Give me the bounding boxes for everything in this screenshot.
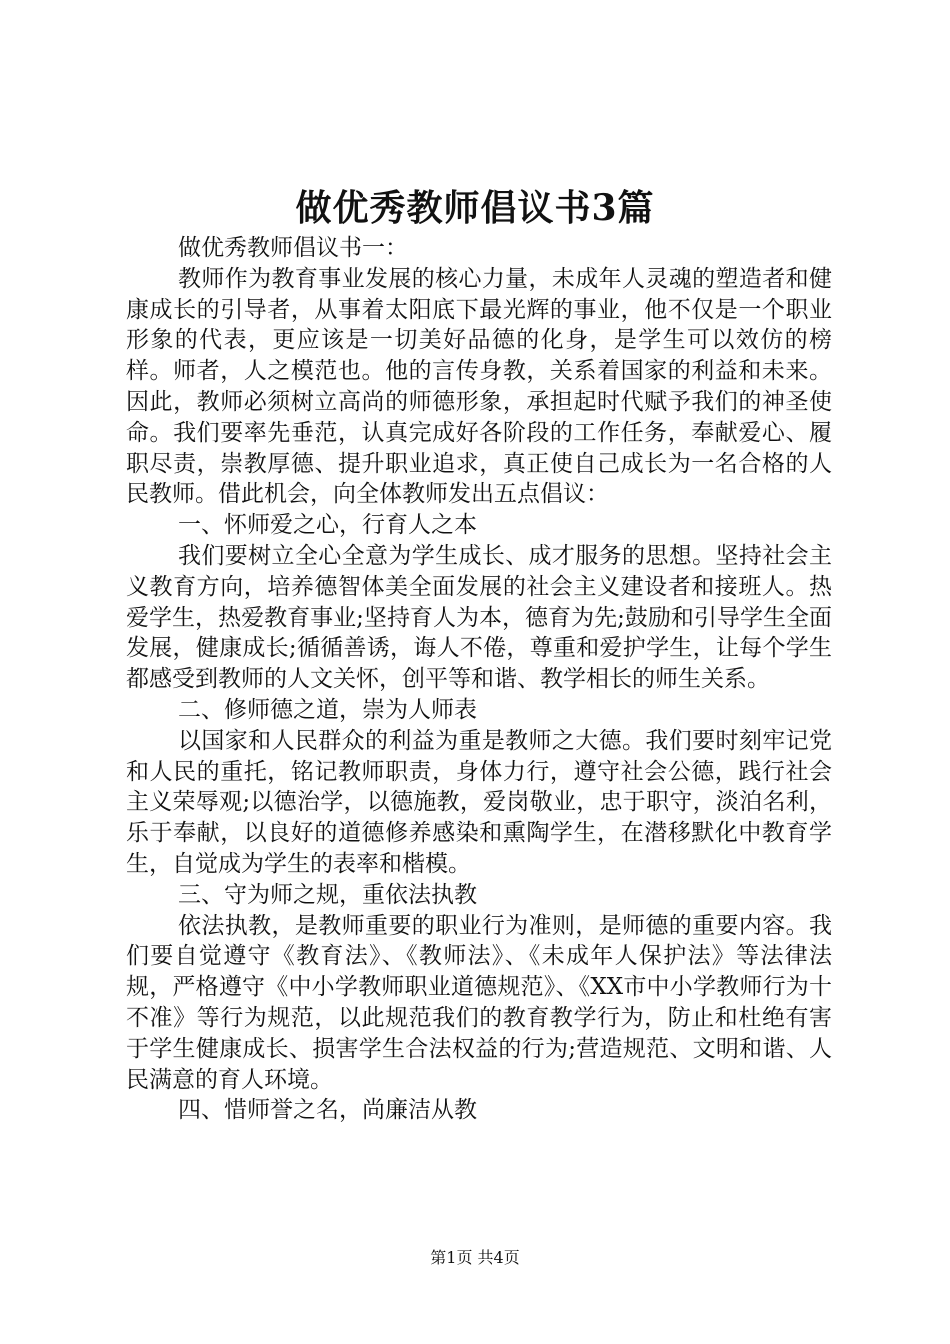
section-heading-3: 三、守为师之规，重依法执教	[178, 881, 477, 908]
paragraph-intro: 教师作为教育事业发展的核心力量，未成年人灵魂的塑造者和健康成长的引导者，从事着太阳底下最光辉的事业，他不仅是一个职业形象的代表，更应该是一切美好品德的化身，是学生可以效仿的榜样。师者，人之模范也。他的言传身教，关系着国家的利益和未来。因此，教师必须树立高尚的师德形象，承担起时代赋予我们的神圣使命。我们要率先垂范，认真完成好各阶段的工作任务，奉献爱心、履职尽责，崇教厚德、提升职业追求，真正使自己成长为一名合格的人民教师。借此机会，向全体教师发出五点倡议：	[126, 265, 832, 508]
section-heading-1: 一、怀师爱之心，行育人之本	[178, 512, 477, 539]
section-body-1: 我们要树立全心全意为学生成长、成才服务的思想。坚持社会主义教育方向，培养德智体美全面发展的社会主义建设者和接班人。热爱学生，热爱教育事业;坚持育人为本，德育为先;鼓励和引导学生全面发展，健康成长;循循善诱，诲人不倦，尊重和爱护学生，让每个学生都感受到教师的人文关怀，创平等和谐、教学相长的师生关系。	[126, 542, 832, 693]
section-heading-4: 四、惜师誉之名，尚廉洁从教	[178, 1097, 477, 1124]
page-footer: 第1页 共4页	[430, 1248, 520, 1267]
paragraph-intro-heading: 做优秀教师倡议书一：	[178, 235, 408, 261]
document-body	[126, 233, 832, 1126]
section-body-3: 依法执教，是教师重要的职业行为准则，是师德的重要内容。我们要自觉遵守《教育法》、《教师法》、《未成年人保护法》等法律法规，严格遵守《中小学教师职业道德规范》、《XX市中小学教师行为十不准》等行为规范，以此规范我们的教育教学行为，防止和杜绝有害于学生健康成长、损害学生合法权益的行为;营造规范、文明和谐、人民满意的育人环境。	[126, 912, 832, 1093]
document-title: 做优秀教师倡议书3篇	[295, 187, 655, 229]
section-body-2: 以国家和人民群众的利益为重是教师之大德。我们要时刻牢记党和人民的重托，铭记教师职责，身体力行，遵守社会公德，践行社会主义荣辱观;以德治学，以德施教，爱岗敬业，忠于职守，淡泊名利，乐于奉献，以良好的道德修养感染和熏陶学生，在潜移默化中教育学生，自觉成为学生的表率和楷模。	[126, 727, 832, 877]
section-heading-2: 二、修师德之道，崇为人师表	[178, 696, 477, 723]
